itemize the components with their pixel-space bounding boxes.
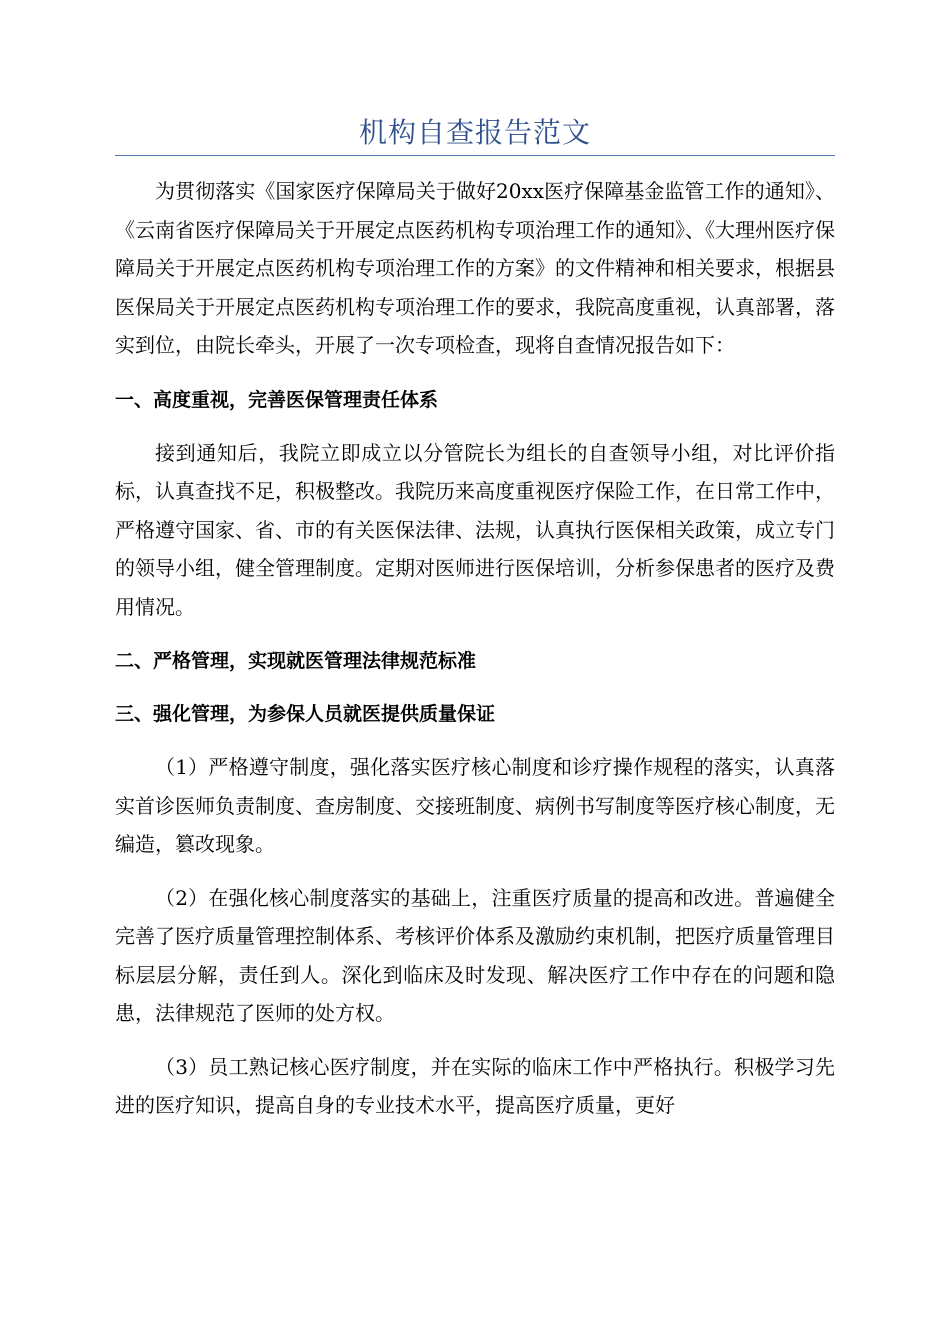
section-heading-2: 二、严格管理，实现就医管理法律规范标准 — [115, 650, 477, 672]
section-1-paragraph: 接到通知后，我院立即成立以分管院长为组长的自查领导小组，对比评价指标，认真查找不足，积极整改。我院历来高度重视医疗保险工作，在日常工作中，严格遵守国家、省、市的有关医保法律、法规，认真执行医保相关政策，成立专门的领导小组，健全管理制度。定期对医师进行医保培训，分析参保患者的医疗及费用情况。 — [115, 440, 835, 619]
section-3-item-2: （2）在强化核心制度落实的基础上，注重医疗质量的提高和改进。普遍健全完善了医疗质量管理控制体系、考核评价体系及激励约束机制，把医疗质量管理目标层层分解，责任到人。深化到临床及时发现、解决医疗工作中存在的问题和隐患，法律规范了医师的处方权。 — [115, 885, 835, 1025]
document-body — [115, 170, 835, 1125]
page-title: 机构自查报告范文 — [358, 116, 591, 149]
intro-paragraph: 为贯彻落实《国家医疗保障局关于做好20xx医疗保障基金监管工作的通知》、《云南省医疗保障局关于开展定点医药机构专项治理工作的通知》、《大理州医疗保障局关于开展定点医药机构专项治理工作的方案》的文件精神和相关要求，根据县医保局关于开展定点医药机构专项治理工作的要求，我院高度重视，认真部署，落实到位，由院长牵头，开展了一次专项检查，现将自查情况报告如下： — [115, 179, 835, 357]
title-underline — [115, 155, 835, 156]
section-heading-1: 一、高度重视，完善医保管理责任体系 — [115, 388, 439, 411]
section-heading-3: 三、强化管理，为参保人员就医提供质量保证 — [115, 703, 496, 725]
section-3-item-1: （1）严格遵守制度，强化落实医疗核心制度和诊疗操作规程的落实，认真落实首诊医师负责制度、查房制度、交接班制度、病例书写制度等医疗核心制度，无编造，篡改现象。 — [115, 755, 835, 856]
section-3-item-3: （3）员工熟记核心医疗制度，并在实际的临床工作中严格执行。积极学习先进的医疗知识，提高自身的专业技术水平，提高医疗质量，更好 — [115, 1054, 835, 1117]
